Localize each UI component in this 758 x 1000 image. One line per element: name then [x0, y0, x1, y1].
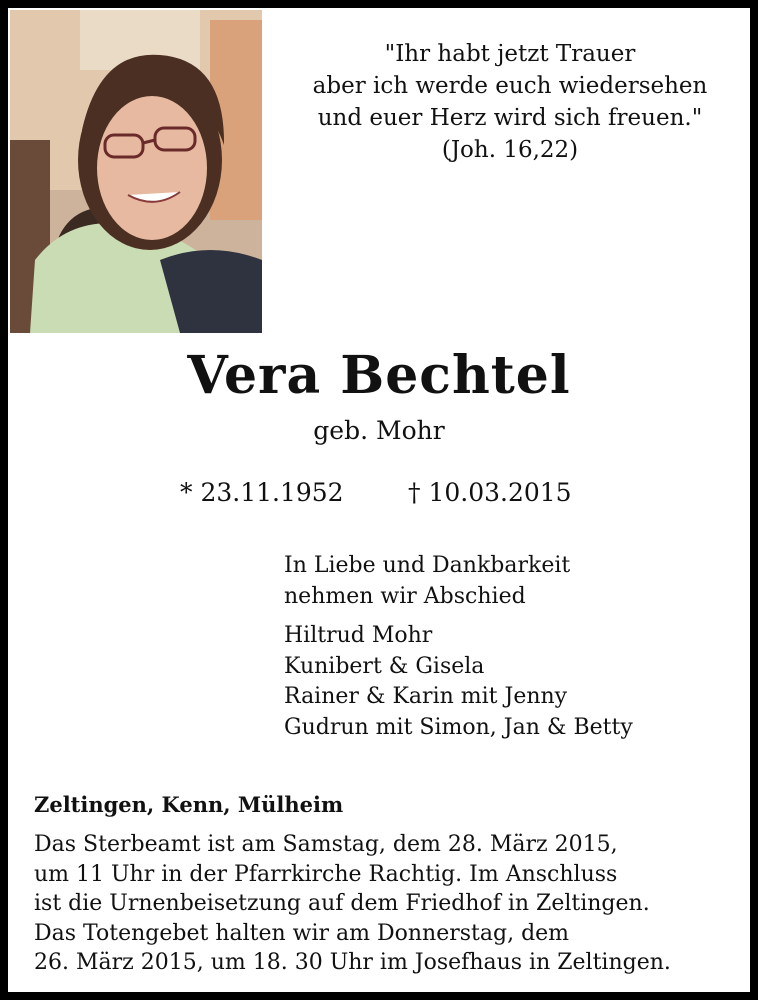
quote-line: und euer Herz wird sich freuen." [317, 105, 703, 131]
maiden-name: geb. Mohr [313, 416, 445, 445]
portrait-photo [10, 10, 262, 333]
notice-line: 26. März 2015, um 18. 30 Uhr im Josefhaus in Zeltingen. [34, 950, 671, 975]
death-date: † 10.03.2015 [408, 478, 572, 507]
quote-reference: (Joh. 16,22) [441, 137, 579, 163]
notice-line: Das Sterbeamt ist am Samstag, dem 28. März 2015, [34, 832, 618, 857]
quote-line: "Ihr habt jetzt Trauer [384, 41, 636, 67]
farewell-line: In Liebe und Dankbarkeit [284, 553, 571, 578]
notice-line: um 11 Uhr in der Pfarrkirche Rachtig. Im Anschluss [34, 861, 618, 887]
farewell-text [284, 550, 570, 612]
mourner-item: Hiltrud Mohr [284, 623, 433, 648]
notice-line: ist die Urnenbeisetzung auf dem Friedhof in Zeltingen. [34, 891, 650, 916]
places-heading: Zeltingen, Kenn, Mülheim [34, 792, 344, 817]
quote-line: aber ich werde euch wiedersehen [312, 73, 708, 99]
mourner-item: Rainer & Karin mit Jenny [284, 684, 568, 709]
bible-quote [270, 38, 750, 166]
farewell-line: nehmen wir Abschied [284, 584, 526, 609]
mourner-item: Gudrun mit Simon, Jan & Betty [284, 714, 633, 740]
mourner-item: Kunibert & Gisela [284, 653, 485, 679]
notice-line: Das Totengebet halten wir am Donnerstag, dem [34, 920, 570, 946]
deceased-name: Vera Bechtel [187, 345, 571, 406]
mourners-list [284, 621, 633, 743]
birth-date: * 23.11.1952 [180, 478, 344, 507]
funeral-notice [34, 830, 671, 978]
portrait-illustration [10, 10, 262, 333]
